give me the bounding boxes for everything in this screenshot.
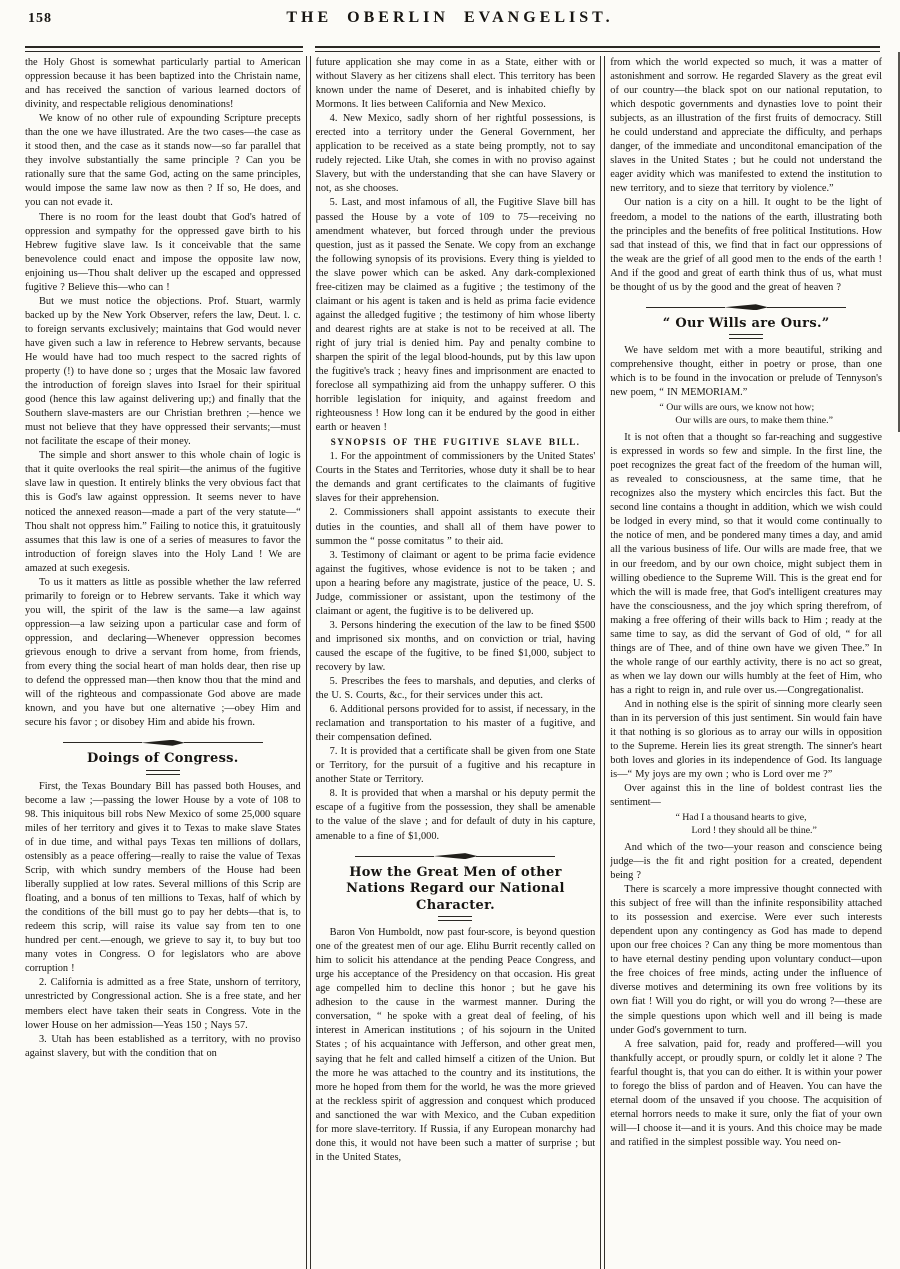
- paragraph: Our nation is a city on a hill. It ought to be the light of freedom, a model to the nations of the earth, illustrating both the principles and the benefits of free political Institutions. How sad that instead of this, we find that in fact our oppressions of the weak are the grief of all good men to the ends of the earth ! And if the good and great of earth think thus of us, what must be thought of us by the good and the great of heaven ?: [610, 197, 883, 293]
- masthead-title: THE OBERLIN EVANGELIST.: [286, 9, 614, 26]
- paragraph: Baron Von Humboldt, now past four-score, is beyond question one of the greatest men of our age. Elihu Burrit recently called on him to solicit his attendance at the pending Peace Congress, and urge his acceptance of the Presidency on that occasion. His great age compelled him to decline this honor ; but he gave his adhesion to the cause in the warmest manner. During the conversation, “ he spoke with a great deal of feeling, of his interest in American institutions ; of his sojourn in the United States ; of his acquaintance with Jefferson, and other great men, saying that he felt and called himself a citizen of the Union. But the more he was attached to the country and its institutions, the more he hoped from them for the world, he was the more grieved at the reckless spirit of aggression and conquest which produced and sanctioned the war with Mexico, and the Cuban expedition for more slave-territory. If Russia, if any European monarchy had done this, it would not have been such a matter of surprise ; but in the United States,: [315, 927, 596, 1163]
- paragraph: We have seldom met with a more beautiful, striking and comprehensive thought, either in poetry or prose, than one which is to be found in the invocation or prelude of Tennyson's new poem, “ IN MEMORIAM.”: [610, 345, 883, 399]
- divider-diamond-icon: [141, 740, 185, 746]
- column-layout: [0, 52, 900, 1269]
- divider-diamond-icon: [724, 304, 768, 310]
- paragraph: 3. Testimony of claimant or agent to be prima facie evidence against the fugitives, whose evidence is not to be taken ; and upon a hearing before any magistrate, justice of the peace, U. S. Judge, commissioner or assistant, upon the testimony of the claimant or agent, the fugitive is to be delivered up.: [315, 549, 596, 617]
- paragraph: But we must notice the objections. Prof. Stuart, warmly backed up by the New York Observer, refers the law, Deut. l. c. to foreign servants exclusively; maintains that God would never have given such a law in reference to Hebrew servants, because He would have had too much respect to the sacred rights of property (!) to have done so ; urges that the Mosaic law favored the introduction of foreign slaves into Israel for their spiritual good (hence this law against delivering up;) and finally that the Southern slave-masters are our Christian brethren ;—hence we must not believe that they have oppressed their servants;—must not facilitate the escape of their money.: [25, 295, 301, 448]
- heading-rule: [438, 916, 472, 921]
- article-heading: “ Our Wills are Ours.”: [662, 315, 830, 331]
- verse-line: Lord ! they should all be thine.”: [691, 825, 817, 837]
- paragraph: from which the world expected so much, it was a matter of astonishment and sorrow. He regarded Slavery as the great evil of our country—the black spot on our national reputation, to which despotic governments and dynasties love to point their subjects, as an illustration of the first fruits of democracy. Still he could understand and appreciate the difficulty, and perhaps danger, of the immediate and unconditonal emancipation of the slaves in the United States ; but he could not understand the eager avidity which was manifested to extend the institution to new territory, and to sieze that territory by violence.”: [610, 57, 883, 195]
- verse-line: Our wills are ours, to make them thine.”: [675, 415, 833, 427]
- paragraph: 5. Prescribes the fees to marshals, and deputies, and clerks of the U. S. Courts, &c., for their services under this act.: [315, 676, 596, 702]
- paragraph: 7. It is provided that a certificate shall be given from one State or Territory, for the pursuit of a fugitive and his recapture in another State or Territory.: [315, 746, 596, 786]
- paragraph: 3. Utah has been established as a territory, with no proviso against slavery, but with the condition that on: [25, 1033, 301, 1059]
- heading-rule: [146, 770, 180, 775]
- paragraph: First, the Texas Boundary Bill has passed both Houses, and become a law ;—passing the lower House by a vote of 108 to 98. This iniquitous bill robs New Mexico of some 25,000 square miles of her territory and gives it to Texas to make slave States of in due time, and withal pays Texas ten millions of dollars, ostensibly as a peace offering—really to raise the value of Texas Scrip, with which sundry members of the House had been liberally supplied at low rates. Several millions of this Scrip are floating, and a bonus of ten millions to Texas, half of which by the conditions of the bill must go to pay her debts—that is, to redeem this scrip, will raise its value say from ten to one hundred per cent.—enough, we grieve to say it, to buy but too many votes in Congress. O for legislators who are above corruption !: [25, 780, 301, 975]
- section-divider: [63, 739, 263, 746]
- paragraph: future application she may come in as a State, either with or without Slavery as her citizens shall elect. This territory has been known under the name of Deseret, and is inhabited chiefly by Mormons. It lies between California and New Mexico.: [315, 57, 596, 111]
- divider-line: [63, 742, 142, 743]
- paragraph: 1. For the appointment of commissioners by the United States' Courts in the States and Territories, whose duty it shall be to hear the demands and grant certificates to the claimants of fugitive slaves for their apprehension.: [315, 451, 596, 505]
- paragraph: We know of no other rule of expounding Scripture precepts than the one we have illustrated. Are the two cases—the case as it stood then, and the case as it stands now—so far parallel that they involve substantially the same principle ? Can you be rationally sure that the same God, acting on the same principles, would impose the same law now as then ? If so, He does, and you can not evade it.: [25, 113, 301, 209]
- paragraph: To us it matters as little as possible whether the law referred primarily to foreign or to Hebrew servants. Take it which way you will, the spirit of the law is the same—a law against oppression—a law seizing upon a particular case and form of oppression, and declaring—Whenever oppression becomes grievous enough to drive a servant from home, from friends, from every thing the social heart of man holds dear, then rise up to defend the oppressed man—then know thou that the mind and will of the righteous and compassionate God above are made known, and you have but one alternative ;—obey Him and secure his favor ; or disobey Him and abide his frown.: [25, 576, 301, 729]
- paragraph: The simple and short answer to this whole chain of logic is that it quite overlooks the real spirit—the animus of the fugitive slave law in question. It entirely blinks the very obvious fact that this is God's law against oppression. It seems never to have noticed the annexed reason—made a part of the very statute—“ Thou shalt not oppress him.” Failing to notice this, it gratuitously assumes that this law is one of a series of measures to favor the introduction of foreign slaves into the Holy Land ! We are amazed at such exegesis.: [25, 450, 301, 574]
- page-header: [0, 0, 900, 46]
- verse-quotation: [675, 812, 816, 838]
- page-number: 158: [28, 11, 52, 26]
- paragraph: And in nothing else is the spirit of sinning more clearly seen than in its perversion of this just sentiment. Sin would fain have it that nothing is so glorious as to array our wills in opposition to the Supreme. Herein lies its great strength. The sinner's heart both loves and glories in its independence of God. Its language is—“ My joys are my own ; who is Lord over me ?”: [610, 698, 883, 781]
- verse-quotation: [659, 402, 833, 428]
- paragraph: There is scarcely a more impressive thought connected with this subject of free will than the infinite responsibility attached to its possession and exercise. Were ever such interests dependent upon any contingency as God has made to depend upon our free choices ? Can any thing be more momentous than to have eternal destiny pending upon voluntary conduct—upon the free choices of free minds, acting under the influence of diverse motives and determining its own free volitions by its own fiat ! Will you do right, or will you do wrong ?—these are the simple questions upon which well and ill being is made under God's government to turn.: [610, 884, 883, 1036]
- divider-line: [355, 856, 434, 857]
- article-heading: Doings of Congress.: [87, 751, 239, 767]
- paragraph: 2. Commissioners shall appoint assistants to execute their duties in the counties, and shall all of them have power to summon the “ posse comitatus ” to their aid.: [315, 507, 596, 547]
- paragraph: Over against this in the line of boldest contrast lies the sentiment—: [610, 783, 883, 809]
- article-subheading: SYNOPSIS OF THE FUGITIVE SLAVE BILL.: [330, 438, 581, 449]
- section-divider: [646, 304, 846, 311]
- paragraph: And which of the two—your reason and conscience being judge—is the fit and right position for a created, dependent being ?: [610, 841, 883, 882]
- divider-line: [184, 742, 263, 743]
- verse-line: “ Had I a thousand hearts to give,: [675, 812, 807, 824]
- section-divider: [355, 853, 555, 860]
- paragraph: 8. It is provided that when a marshal or his deputy permit the escape of a fugitive from the possession, they shall be amenable to the value of the slave ; and for default of duty in his capture, amenable to a fine of $1,000.: [315, 788, 596, 842]
- paragraph: A free salvation, paid for, ready and proffered—will you thankfully accept, or proudly spurn, or coldly let it alone ? The fearful thought is, that you can do either. It is within your power to forego the bliss of pardon and of Heaven. You can have the eternal doom of the unsaved if you choose. The acquisition of eternal horrors needs to make it sure, only the fiat of your own will—I choose it—and it is yours. And this choice may be made and ratified in the simplest possible way. You need on-: [610, 1038, 883, 1148]
- paragraph: 5. Last, and most infamous of all, the Fugitive Slave bill has passed the House by a vote of 109 to 75—receiving no amendment whatever, but forced through under the previous question, just as it passed the Senate. We copy from an exchange the following synopsis of its provisions. Every thing is yielded to the slave power which can be asked. Any dark-complexioned free-citizen may be claimed as a fugitive ; the testimony of the claimant or his agent is taken and is held as prima facie evidence against the alledged fugitive ; the testimony of him whose liberty and dearest rights are at stake is not to be received at all. The right of jury trial is denied him. Pay and penalty combine to sharpen the spirit of the legal blood-hounds, put by this law upon the fugitive's track ; heavy fines and imprisonment are enacted to foreclose all sympathizing aid from the unhappy sufferer. O this horrible legislation for iniquity, and against freedom and righteousness ! How long can it be endured by the good in either earth or heaven !: [315, 197, 596, 434]
- column-left: [25, 56, 301, 1269]
- paragraph: the Holy Ghost is somewhat particularly partial to American oppression because it has been baptized into the Christain name, and has received the sanction of various learned doctors of divinity, and respectable religious denominations!: [25, 57, 301, 111]
- divider-line: [646, 307, 725, 308]
- article-heading: How the Great Men of other Nations Regard our National Character.: [346, 864, 565, 913]
- paragraph: 4. New Mexico, sadly shorn of her rightful possessions, is erected into a territory under the General Government, her application to be received as a state being promptly, not to say rudely rejected. Like Utah, she comes in with no proviso against Slavery, but with the understanding that she can have Slavery or not, as she chooses.: [315, 113, 596, 195]
- divider-diamond-icon: [433, 853, 477, 859]
- header-rule-left: [25, 46, 303, 52]
- heading-rule: [729, 334, 763, 339]
- column-divider-rule: [306, 56, 311, 1269]
- paragraph: 6. Additional persons provided for to assist, if necessary, in the reclamation and transportation to his master of a fugitive, and their compensation defined.: [315, 704, 596, 744]
- divider-line: [476, 856, 555, 857]
- paragraph: There is no room for the least doubt that God's hatred of oppression and sympathy for the oppressed gave birth to his Hebrew fugitive slave law. Is it conceivable that the same benevolence could enact and impose the opposite law now, enjoining us—Thou shalt deliver up the escaped and oppressed fugitive ? Believe this—who can !: [25, 211, 301, 293]
- column-middle: [316, 56, 596, 1269]
- paragraph: 2. California is admitted as a free State, unshorn of territory, unrestricted by Congressional action. She is a free state, and her members elect have taken their seats in Congress. Vote in the lower House on her admission—Yeas 150 ; Nays 57.: [25, 977, 301, 1031]
- verse-line: “ Our wills are ours, we know not how;: [659, 402, 815, 414]
- column-divider-rule: [600, 56, 605, 1269]
- paragraph: It is not often that a thought so far-reaching and suggestive is expressed in words so few and simple. In the first line, the poet recognizes the great fact of the freedom of the human will, as revealed to consciousness, at the same time, that he recognizes also the mystery which encircles this fact. But the second line contains a thought in addition, which we wish could be lodged in every mind, so that it would come continually to the notice of men, and be pondered many times a day, and amid all the various business of life. Our wills are made free, that we in our freedom, and by our own choice, might subject them in willing obedience to the Supreme Will. This is the great end for which the will is made free, that God's intelligent creatures may have the consciousness, and the joy which spring therefrom, of making a free offering of their wills back to Him ; ready at the same time to say, as did the servant of God of old, “ for all things are of Thee, and of thine own have we given Thee.” In the whole range of our earthly activity, there is no act so great, as when we lay down our wills humbly at the feet of Him, who has a right to reign in, and rule over us.—Congregationalist.: [610, 432, 883, 696]
- header-rule-right: [315, 46, 880, 52]
- header-rule-row: [25, 46, 880, 52]
- paragraph: 3. Persons hindering the execution of the law to be fined $500 and imprisoned six months, and on conviction or trial, having caused the escape of the fugitive, to be fined $1,000, subject to recovery by law.: [315, 619, 596, 673]
- column-right: [610, 56, 882, 1269]
- divider-line: [767, 307, 846, 308]
